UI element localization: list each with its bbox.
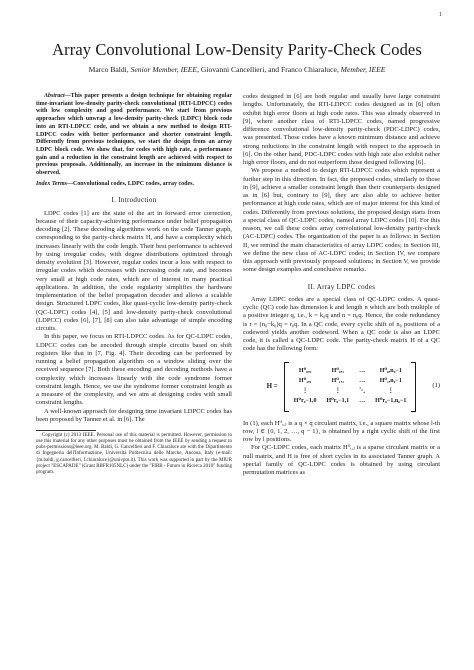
page-number: 1 [439, 12, 442, 18]
matrix-cell: H⁰₀,n₀−1 [379, 368, 402, 375]
footnote: Copyright (c) 2013 IEEE. Personal use of this material is permitted. However, permission to use this material for any other purposes must be obtained from the IEEE by sending a request to pubs-permissions@ieee.org. M. Baldi, G. Cancellieri and F. Chiaraluce are with the Dipartimento di Ingegneria dell'Informazione, Università Politecnica delle Marche, Ancona, Italy (e-mail: {m.baldi, g.cancellieri, f.chiaraluce}@univpm.it). This work was supported in part by the MIUR project "ESCAPADE" (Grant RBFR105NLC) under the "FIRB - Futuro in Ricerca 2010" funding program. [36, 433, 232, 475]
left-column [36, 93, 232, 476]
index-terms-label: Index Terms [36, 180, 67, 187]
section2-paragraph-1: Array LDPC codes are a special class of QC-LDPC codes. A quasi-cyclic (QC) code has dimension k and length n which are both multiple of a positive integer q, i.e., k = k₀q and n = n₀q. Hence, the code redundancy is r = (n₀−k₀)q = r₀q. In a QC code, every cyclic shift of n₀ positions of a codeword yields another codeword. When a QC code is also an LDPC code, it is called a QC-LDPC code. The parity-check matrix H of a QC code has the following form: [243, 295, 440, 353]
index-terms [36, 181, 232, 189]
right-paragraph-1: codes designed in [6] are both regular and usually have large constraint lengths. Unfortunately, the RTI-LDPCC codes designed as in [6] often exhibit high error floors at high code rates. This was already observed in [9], where another class of RTI-LDPCC codes, named progressive difference convolutional low-density parity-check (PDC-LDPC) codes, was presented. Those codes have a known minimum distance and achieve strong reductions in the constraint length with respect to the approach in [6]. On the other hand, PDC-LDPC codes with high rate also exhibit rather high error floors, and do not outperform those designed following [6]. [243, 93, 440, 166]
matrix-row [289, 367, 412, 377]
matrix-right-bracket [411, 362, 416, 412]
matrix-cell: H⁰r₀−1,1 [326, 398, 350, 405]
matrix-cell: H⁰₀,₁ [331, 368, 345, 375]
index-terms-text: —Convolutional codes, LDPC codes, array codes. [66, 180, 194, 187]
right-paragraph-2: We propose a method to design RTI-LDPCC codes which represent a further step in this direction. In fact, the proposed codes, similarly to those in [9], achieve a smaller constraint length than their counterparts designed as in [6] but, contrary to [9], they are also able to achieve better performance at high code rates, which are of major interest for this kind of codes. Differently from previous solutions, the proposed design starts from a special class of QC-LDPC codes, named array LDPC codes [10]. For this reason, we call these codes array convolutional low-density parity-check (AC-LDPC) codes. The organization of the paper is as follows: in Section II, we remind the main characteristics of array LDPC codes; in Section III, we define the new class of AC-LDPC codes; in Section IV, we compare this approach with previously proposed solutions; in Section V, we provide some design examples and conclusive remarks. [243, 167, 440, 274]
section-heading-introduction: I. Introduction [111, 196, 157, 205]
matrix-cell: … [359, 378, 366, 385]
intro-paragraph-1: LDPC codes [1] are the state of the art in forward error correction, because of their capacity-achieving performance under belief propagation decoding [2]. These decoding algorithms work on the code Tanner graph, corresponding to the parity-check matrix H, and have a complexity which increases linearly with the code length. Their best performance is achieved by using irregular codes, with degree distributions optimized through density evolution [3]. However, regular codes incur a loss with respect to irregular codes which decreases with increasing code rate, and becomes very small at high code rates, which are of interest in many practical applications. In addition, the code regularity simplifies the hardware implementation of the belief propagation decoder and allows a scalable design. Structured LDPC codes, like quasi-cyclic low-density parity-check (QC-LDPC) codes [4], [5] and low-density parity-check convolutional (LDPCC) codes [6], [7], [8] can also take advantage of simple encoding circuits. [36, 209, 232, 333]
matrix-cell: H⁰₁,n₀−1 [379, 378, 402, 385]
matrix-cell: H⁰₁,₁ [331, 378, 345, 385]
matrix-cell: … [359, 398, 366, 405]
matrix-cell: H⁰r₀−1,0 [293, 398, 317, 405]
parity-check-matrix [289, 367, 412, 407]
matrix-cell: ⋱ [359, 388, 366, 395]
matrix-cell: ⋮ [302, 388, 309, 395]
author-2-3: Giovanni Cancellieri, and Franco Chiaraluce, [200, 65, 339, 74]
right-column [243, 93, 440, 477]
intro-paragraph-2: In this paper, we focus on RTI-LDPCC codes. As for QC-LDPC codes, LDPCC codes can be encoded through simple circuits based on shift registers like that in [7, Fig. 4]. Their decoding can be performed by running a belief propagation algorithm on a window sliding over the received sequence [7]. Both these encoding and decoding methods have a complexity which increases linearly with the code syndrome former constraint length. Hence, we use the syndrome former constraint length as a measure of the complexity, and we aim at designing codes with small constraint lengths. [36, 333, 232, 407]
abstract-text: —This paper presents a design technique for obtaining regular time-invariant low-density parity-check convolutional (RTI-LDPCC) codes with low complexity and good performance. We start from previous approaches which unwrap a low-density parity-check (LDPC) block code into an RTI-LDPCC code, and we obtain a new method to design RTI-LDPCC codes with better performance and shorter constraint length. Differently from previous techniques, we start the design from an array LDPC block code. We show that, for codes with high rate, a performance gain and a reduction in the constraint length are achieved with respect to previous proposals. Additionally, an increase in the minimum distance is observed. [36, 93, 232, 177]
matrix-cell: ⋮ [334, 388, 341, 395]
matrix-cell: H⁰r₀−1,n₀−1 [375, 398, 407, 405]
abstract-label: Abstract [44, 93, 65, 99]
intro-paragraph-3: A well-known approach for designing time invariant LDPCC codes has been proposed by Tanner et al. in [6]. The [36, 407, 232, 423]
section2-paragraph-2: In (1), each H⁰ᵢ,ⱼ is a q × q circulant matrix, i.e., a square matrix whose l-th row, l ∈ {0, 1, 2, …, q − 1}, is obtained by a right cyclic shift of the first row by l positions. [243, 419, 440, 443]
author-1: Marco Baldi, [88, 65, 129, 74]
section2-paragraph-3: For QC-LDPC codes, each matrix H⁰ᵢ,ⱼ is a sparse circulant matrix or a null matrix, and H is free of short cycles in its associated Tanner graph. A special family of QC-LDPC codes is obtained by using circulant permutation matrices as [243, 444, 440, 476]
author-1-affiliation: Senior Member, IEEE, [130, 65, 199, 74]
matrix-cell: H⁰₀,₀ [298, 368, 312, 375]
author-line [0, 65, 474, 74]
footnote-rule [36, 430, 96, 431]
author-2-3-affiliation: Member, IEEE [340, 65, 386, 74]
section-heading-array-ldpc: II. Array LDPC codes [307, 282, 376, 291]
abstract [36, 93, 232, 178]
matrix-row [289, 387, 412, 397]
matrix-row [289, 397, 412, 407]
equation-1 [243, 360, 440, 414]
equation-number: (1) [432, 382, 440, 390]
matrix-cell: H⁰₁,₀ [298, 378, 312, 385]
matrix-cell: ⋮ [387, 388, 394, 395]
matrix-cell: … [359, 368, 366, 375]
equation-lhs: H = [266, 382, 278, 391]
paper-title: Array Convolutional Low-Density Parity-Check Codes [52, 40, 422, 59]
matrix-row [289, 377, 412, 387]
